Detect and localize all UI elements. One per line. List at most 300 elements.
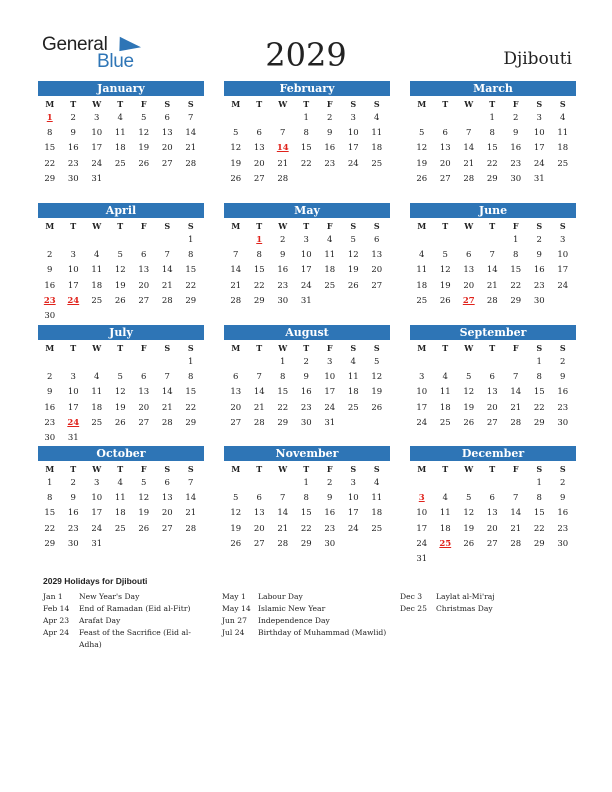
holiday-item [222, 591, 392, 603]
holiday-date: Jun 27 [222, 616, 247, 625]
weekday-label: T [117, 99, 124, 109]
empty-cell [132, 233, 156, 248]
day-cell: 3 [303, 235, 309, 245]
empty-cell [271, 476, 295, 491]
day-cell: 14 [510, 387, 522, 398]
day-cell: 12 [230, 143, 242, 154]
day-cell: 20 [486, 523, 498, 534]
day-cell: 18 [114, 508, 126, 519]
day-cell: 20 [486, 402, 498, 413]
day-cell: 11 [371, 493, 383, 504]
holiday-item [400, 591, 580, 603]
weekday-label: S [536, 221, 543, 231]
page-title-year: 2029 [265, 36, 347, 74]
day-cell: 11 [91, 265, 103, 276]
weekday-label: M [417, 99, 427, 109]
holiday-name: Independence Day [258, 616, 330, 625]
day-cell: 29 [44, 538, 56, 549]
day-cell: 4 [442, 372, 448, 383]
day-cell: 26 [439, 295, 451, 306]
day-cell: 10 [347, 128, 359, 139]
day-cell: 20 [463, 280, 475, 291]
weekday-label: S [187, 99, 194, 109]
month-days-grid [224, 218, 390, 309]
empty-cell [109, 233, 133, 248]
day-cell: 9 [536, 250, 542, 261]
day-cell: 17 [347, 143, 359, 154]
day-cell: 2 [327, 113, 333, 123]
day-cell: 15 [185, 265, 197, 276]
day-cell: 6 [256, 493, 262, 504]
empty-cell [109, 355, 133, 370]
day-cell: 7 [489, 250, 495, 261]
day-cell: 11 [347, 372, 359, 383]
day-cell: 17 [67, 402, 79, 413]
day-cell: 18 [439, 402, 451, 413]
day-cell: 26 [371, 402, 383, 413]
weekday-label: M [231, 464, 241, 474]
day-cell: 16 [510, 143, 522, 154]
day-cell: 15 [185, 387, 197, 398]
empty-cell [224, 111, 248, 126]
empty-cell [434, 355, 458, 370]
month-september [410, 325, 576, 431]
day-cell: 9 [560, 372, 566, 383]
day-cell: 17 [91, 508, 103, 519]
day-cell: 18 [416, 280, 428, 291]
day-cell: 5 [141, 113, 147, 123]
day-cell: 18 [114, 143, 126, 154]
empty-cell [410, 233, 434, 248]
day-cell: 31 [533, 173, 545, 184]
day-cell: 23 [67, 158, 79, 169]
day-cell: 10 [67, 265, 79, 276]
day-cell: 3 [94, 113, 100, 123]
day-cell: 18 [91, 402, 103, 413]
weekday-label: M [231, 221, 241, 231]
day-cell: 17 [416, 523, 428, 534]
weekday-label: T [442, 99, 449, 109]
day-cell: 2 [536, 235, 542, 245]
day-cell: 15 [253, 265, 265, 276]
day-cell: 25 [371, 523, 383, 534]
holiday-day: 25 [439, 538, 452, 549]
weekday-label: F [326, 221, 333, 231]
empty-cell [224, 233, 248, 248]
holiday-day: 3 [418, 493, 425, 504]
day-cell: 11 [439, 387, 451, 398]
day-cell: 27 [138, 417, 150, 428]
day-cell: 16 [44, 280, 56, 291]
day-cell: 12 [230, 508, 242, 519]
day-cell: 27 [253, 538, 265, 549]
day-cell: 13 [486, 508, 498, 519]
day-cell: 13 [371, 250, 383, 261]
weekday-label: W [92, 99, 102, 109]
weekday-label: S [350, 464, 357, 474]
day-cell: 8 [47, 493, 53, 504]
day-cell: 20 [230, 402, 242, 413]
day-cell: 9 [327, 128, 333, 139]
empty-cell [38, 355, 62, 370]
day-cell: 14 [277, 508, 289, 519]
empty-cell [504, 476, 528, 491]
day-cell: 27 [230, 417, 242, 428]
weekday-label: T [117, 464, 124, 474]
day-cell: 4 [560, 113, 566, 123]
day-cell: 11 [557, 128, 569, 139]
day-cell: 28 [277, 538, 289, 549]
day-cell: 29 [185, 417, 197, 428]
day-cell: 17 [91, 143, 103, 154]
day-cell: 5 [117, 372, 123, 383]
holiday-name: Birthday of Muhammad (Mawlid) [258, 628, 387, 637]
day-cell: 4 [442, 493, 448, 504]
holiday-list [43, 576, 583, 649]
empty-cell [156, 233, 180, 248]
day-cell: 6 [233, 372, 239, 383]
weekday-label: S [164, 221, 171, 231]
day-cell: 4 [374, 113, 380, 123]
day-cell: 22 [277, 402, 289, 413]
day-cell: 6 [374, 235, 380, 245]
weekday-label: T [70, 464, 77, 474]
day-cell: 25 [416, 295, 428, 306]
day-cell: 23 [510, 158, 522, 169]
day-cell: 8 [303, 493, 309, 504]
day-cell: 12 [138, 493, 150, 504]
day-cell: 12 [416, 143, 428, 154]
day-cell: 26 [416, 173, 428, 184]
day-cell: 10 [416, 508, 428, 519]
day-cell: 29 [277, 417, 289, 428]
holiday-date: Jan 1 [43, 592, 63, 601]
day-cell: 25 [439, 417, 451, 428]
day-cell: 16 [44, 402, 56, 413]
day-cell: 21 [463, 158, 475, 169]
day-cell: 23 [277, 280, 289, 291]
empty-cell [156, 355, 180, 370]
day-cell: 22 [510, 280, 522, 291]
day-cell: 2 [47, 372, 53, 383]
day-cell: 6 [256, 128, 262, 139]
day-cell: 16 [67, 508, 79, 519]
day-cell: 11 [114, 128, 126, 139]
weekday-label: S [536, 99, 543, 109]
day-cell: 18 [557, 143, 569, 154]
holiday-date: Dec 3 [400, 592, 423, 601]
day-cell: 13 [138, 265, 150, 276]
day-cell: 23 [533, 280, 545, 291]
holiday-day: 24 [67, 295, 80, 306]
day-cell: 4 [117, 478, 123, 488]
holiday-list-title: 2029 Holidays for Djibouti [43, 576, 148, 586]
day-cell: 18 [371, 143, 383, 154]
empty-cell [248, 111, 272, 126]
day-cell: 25 [324, 280, 336, 291]
month-header: November [224, 446, 390, 461]
weekday-label: F [140, 343, 147, 353]
day-cell: 6 [489, 493, 495, 504]
day-cell: 7 [256, 372, 262, 383]
day-cell: 2 [280, 235, 286, 245]
weekday-label: T [303, 464, 310, 474]
empty-cell [132, 355, 156, 370]
holiday-date: Feb 14 [43, 604, 70, 613]
holiday-day: 1 [46, 113, 53, 123]
holiday-name: Labour Day [258, 592, 303, 601]
day-cell: 6 [164, 113, 170, 123]
day-cell: 30 [510, 173, 522, 184]
day-cell: 4 [419, 250, 425, 261]
day-cell: 23 [300, 402, 312, 413]
day-cell: 16 [557, 387, 569, 398]
empty-cell [481, 355, 505, 370]
day-cell: 25 [91, 417, 103, 428]
weekday-label: T [442, 464, 449, 474]
day-cell: 21 [161, 280, 173, 291]
day-cell: 28 [161, 295, 173, 306]
month-header: April [38, 203, 204, 218]
day-cell: 20 [161, 508, 173, 519]
day-cell: 24 [347, 523, 359, 534]
day-cell: 7 [280, 493, 286, 504]
day-cell: 1 [303, 478, 309, 488]
day-cell: 13 [230, 387, 242, 398]
empty-cell [224, 476, 248, 491]
day-cell: 10 [416, 387, 428, 398]
day-cell: 13 [161, 128, 173, 139]
day-cell: 21 [253, 402, 265, 413]
weekday-label: T [256, 464, 263, 474]
weekday-label: M [231, 343, 241, 353]
day-cell: 9 [280, 250, 286, 261]
day-cell: 2 [70, 478, 76, 488]
day-cell: 18 [371, 508, 383, 519]
day-cell: 3 [350, 113, 356, 123]
holiday-date: Apr 24 [43, 628, 70, 637]
day-cell: 8 [489, 128, 495, 139]
day-cell: 16 [324, 143, 336, 154]
day-cell: 12 [371, 372, 383, 383]
day-cell: 4 [117, 113, 123, 123]
day-cell: 20 [253, 158, 265, 169]
day-cell: 29 [300, 538, 312, 549]
day-cell: 24 [91, 158, 103, 169]
day-cell: 26 [114, 417, 126, 428]
day-cell: 4 [94, 372, 100, 383]
day-cell: 23 [324, 158, 336, 169]
day-cell: 19 [138, 143, 150, 154]
day-cell: 7 [466, 128, 472, 139]
day-cell: 15 [300, 143, 312, 154]
day-cell: 29 [533, 538, 545, 549]
day-cell: 12 [138, 128, 150, 139]
day-cell: 27 [371, 280, 383, 291]
day-cell: 21 [510, 523, 522, 534]
day-cell: 3 [560, 235, 566, 245]
day-cell: 15 [300, 508, 312, 519]
month-days-grid [224, 96, 390, 187]
day-cell: 13 [463, 265, 475, 276]
day-cell: 16 [277, 265, 289, 276]
weekday-label: F [140, 99, 147, 109]
day-cell: 20 [371, 265, 383, 276]
day-cell: 22 [253, 280, 265, 291]
day-cell: 5 [442, 250, 448, 261]
month-header: March [410, 81, 576, 96]
day-cell: 27 [486, 538, 498, 549]
weekday-label: T [117, 221, 124, 231]
day-cell: 5 [233, 128, 239, 139]
day-cell: 20 [138, 402, 150, 413]
day-cell: 30 [557, 417, 569, 428]
empty-cell [38, 233, 62, 248]
weekday-label: T [303, 343, 310, 353]
day-cell: 25 [371, 158, 383, 169]
month-days-grid [410, 218, 576, 309]
day-cell: 30 [533, 295, 545, 306]
day-cell: 30 [557, 538, 569, 549]
day-cell: 22 [185, 402, 197, 413]
day-cell: 18 [347, 387, 359, 398]
day-cell: 19 [371, 387, 383, 398]
day-cell: 1 [489, 113, 495, 123]
day-cell: 22 [300, 158, 312, 169]
empty-cell [434, 111, 458, 126]
day-cell: 28 [185, 158, 197, 169]
logo-text-blue: Blue [97, 51, 134, 72]
empty-cell [434, 233, 458, 248]
day-cell: 4 [350, 357, 356, 367]
day-cell: 2 [70, 113, 76, 123]
day-cell: 9 [47, 265, 53, 276]
day-cell: 7 [188, 113, 194, 123]
day-cell: 24 [557, 280, 569, 291]
day-cell: 12 [463, 508, 475, 519]
empty-cell [410, 111, 434, 126]
holiday-name: Arafat Day [79, 616, 121, 625]
holiday-name: Christmas Day [436, 604, 493, 613]
day-cell: 16 [557, 508, 569, 519]
day-cell: 9 [513, 128, 519, 139]
holiday-name: Feast of the Sacrifice (Eid al-Adha) [79, 628, 191, 649]
empty-cell [85, 233, 109, 248]
weekday-label: T [442, 343, 449, 353]
day-cell: 7 [164, 250, 170, 261]
weekday-label: M [231, 99, 241, 109]
weekday-label: S [187, 464, 194, 474]
day-cell: 1 [280, 357, 286, 367]
day-cell: 23 [44, 417, 56, 428]
empty-cell [62, 355, 86, 370]
day-cell: 17 [533, 143, 545, 154]
empty-cell [271, 111, 295, 126]
day-cell: 31 [300, 295, 312, 306]
weekday-label: T [442, 221, 449, 231]
day-cell: 11 [324, 250, 336, 261]
day-cell: 2 [560, 357, 566, 367]
day-cell: 24 [416, 417, 428, 428]
day-cell: 3 [94, 478, 100, 488]
weekday-label: W [278, 221, 288, 231]
day-cell: 19 [230, 523, 242, 534]
month-april [38, 203, 204, 324]
weekday-label: W [464, 99, 474, 109]
weekday-label: W [464, 343, 474, 353]
weekday-label: F [326, 464, 333, 474]
day-cell: 8 [47, 128, 53, 139]
weekday-label: T [303, 99, 310, 109]
day-cell: 18 [439, 523, 451, 534]
weekday-label: T [256, 99, 263, 109]
day-cell: 10 [91, 128, 103, 139]
weekday-label: S [164, 99, 171, 109]
day-cell: 9 [70, 128, 76, 139]
day-cell: 14 [185, 128, 197, 139]
day-cell: 3 [70, 250, 76, 261]
day-cell: 7 [280, 128, 286, 139]
day-cell: 21 [185, 508, 197, 519]
day-cell: 4 [94, 250, 100, 261]
day-cell: 3 [536, 113, 542, 123]
day-cell: 18 [324, 265, 336, 276]
day-cell: 27 [161, 158, 173, 169]
day-cell: 13 [253, 508, 265, 519]
day-cell: 22 [533, 402, 545, 413]
day-cell: 2 [560, 478, 566, 488]
holiday-item [43, 591, 213, 603]
country-name: Djibouti [503, 49, 572, 69]
holiday-date: Jul 24 [222, 628, 245, 637]
day-cell: 30 [67, 173, 79, 184]
holiday-item [400, 603, 580, 615]
holiday-day: 14 [276, 143, 289, 154]
weekday-label: S [373, 464, 380, 474]
month-header: February [224, 81, 390, 96]
day-cell: 29 [533, 417, 545, 428]
day-cell: 27 [161, 523, 173, 534]
day-cell: 14 [185, 493, 197, 504]
month-header: June [410, 203, 576, 218]
weekday-label: S [350, 221, 357, 231]
empty-cell [62, 233, 86, 248]
day-cell: 30 [277, 295, 289, 306]
weekday-label: T [117, 343, 124, 353]
day-cell: 24 [324, 402, 336, 413]
weekday-label: T [70, 221, 77, 231]
day-cell: 24 [533, 158, 545, 169]
day-cell: 24 [91, 523, 103, 534]
day-cell: 2 [513, 113, 519, 123]
day-cell: 5 [374, 357, 380, 367]
weekday-label: M [45, 99, 55, 109]
day-cell: 6 [466, 250, 472, 261]
day-cell: 21 [230, 280, 242, 291]
day-cell: 11 [371, 128, 383, 139]
day-cell: 31 [324, 417, 336, 428]
weekday-label: S [187, 343, 194, 353]
day-cell: 8 [188, 250, 194, 261]
weekday-label: T [256, 343, 263, 353]
day-cell: 17 [557, 265, 569, 276]
day-cell: 23 [67, 523, 79, 534]
day-cell: 14 [486, 265, 498, 276]
day-cell: 31 [67, 432, 79, 443]
day-cell: 8 [188, 372, 194, 383]
day-cell: 13 [138, 387, 150, 398]
day-cell: 26 [114, 295, 126, 306]
